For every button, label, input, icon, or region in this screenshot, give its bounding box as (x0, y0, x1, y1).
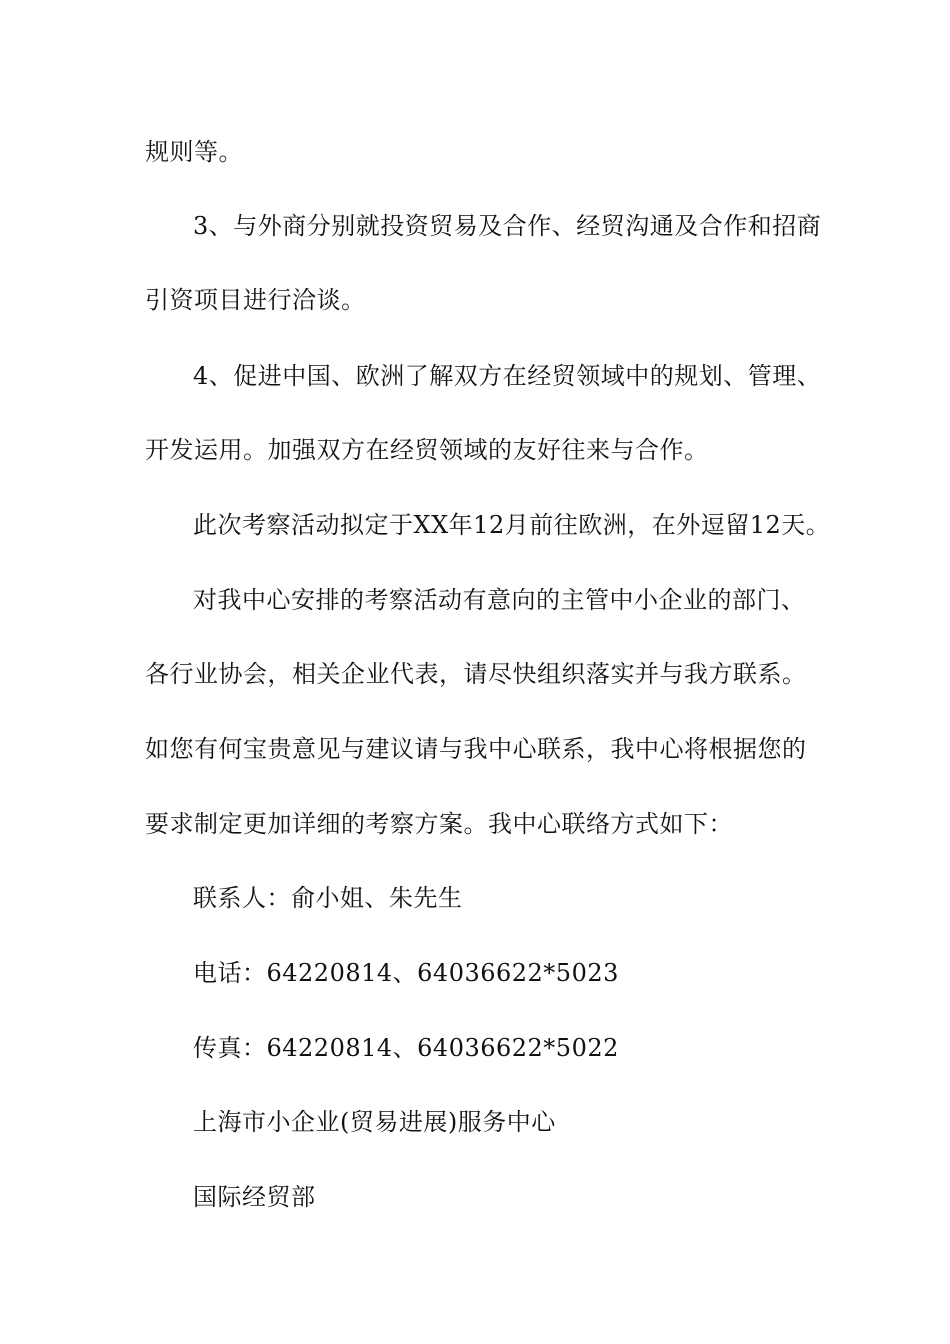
contact-fax: 传真：64220814、64036622*5022 (193, 1034, 619, 1062)
list-item-3-line-1: 3、与外商分别就投资贸易及合作、经贸沟通及合作和招商 (193, 212, 822, 240)
contact-person: 联系人：俞小姐、朱先生 (193, 884, 463, 912)
list-item-4-line-1: 4、促进中国、欧洲了解双方在经贸领域中的规划、管理、 (193, 362, 822, 390)
paragraph-invitation-line-1: 对我中心安排的考察活动有意向的主管中小企业的部门、 (193, 586, 806, 614)
list-item-4-line-2: 开发运用。加强双方在经贸领域的友好往来与合作。 (145, 436, 709, 464)
department-name: 国际经贸部 (193, 1183, 316, 1211)
paragraph-invitation-line-2: 各行业协会，相关企业代表，请尽快组织落实并与我方联系。 (145, 660, 807, 688)
list-item-3-line-2: 引资项目进行洽谈。 (145, 286, 366, 314)
organization-name: 上海市小企业(贸易进展)服务中心 (193, 1108, 556, 1136)
paragraph-schedule: 此次考察活动拟定于XX年12月前往欧洲，在外逗留12天。 (193, 511, 831, 539)
paragraph-invitation-line-4: 要求制定更加详细的考察方案。我中心联络方式如下： (145, 810, 733, 838)
contact-phone: 电话：64220814、64036622*5023 (193, 959, 619, 987)
paragraph-invitation-line-3: 如您有何宝贵意见与建议请与我中心联系，我中心将根据您的 (145, 735, 807, 763)
paragraph-continuation-rules: 规则等。 (145, 138, 243, 166)
